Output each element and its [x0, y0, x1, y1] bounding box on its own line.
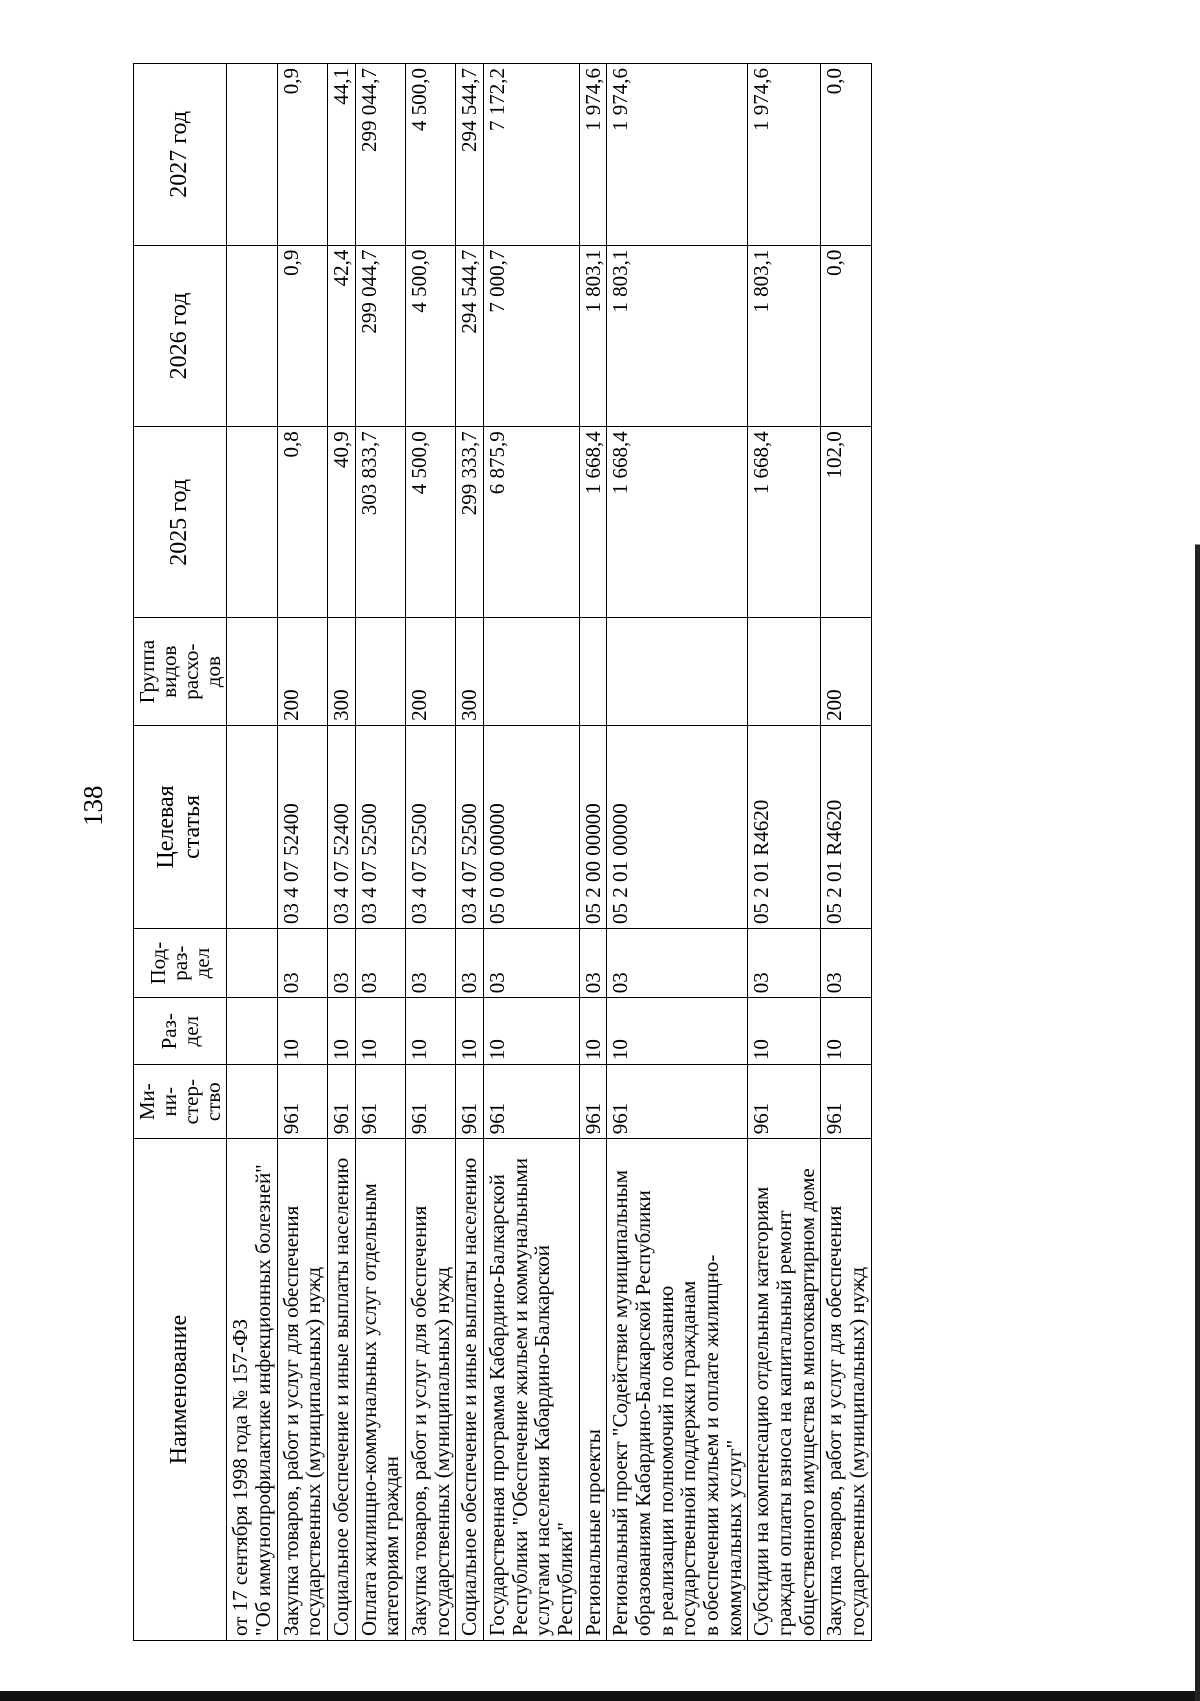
- cell-name: Социальное обеспечение и иные выплаты населению: [456, 1139, 484, 1641]
- cell-year-2027: 1 974,6: [579, 64, 607, 246]
- cell-year-2025: 1 668,4: [748, 427, 821, 618]
- cell-year-2026: 0,0: [821, 245, 871, 427]
- cell-year-2025: 299 333,7: [456, 427, 484, 618]
- cell-year-2026: 1 803,1: [607, 245, 748, 427]
- cell-name: Оплата жилищно-коммунальных услуг отдельным категориям граждан: [355, 1139, 405, 1641]
- cell-expense-group: [748, 618, 821, 726]
- cell-year-2025: 102,0: [821, 427, 871, 618]
- cell-year-2026: 0,9: [277, 245, 327, 427]
- cell-target-article: 05 2 01 R4620: [748, 725, 821, 928]
- cell-name: Государственная программа Кабардино-Балкарской Республики "Обеспечение жильем и коммунальными услугами населения Кабардино-Балкарской Республики": [483, 1139, 579, 1641]
- table-row: [405, 64, 455, 1641]
- cell-year-2026: 294 544,7: [456, 245, 484, 427]
- cell-subsection: 03: [821, 929, 871, 998]
- cell-target-article: [227, 725, 277, 928]
- cell-section: 10: [277, 998, 327, 1065]
- table-row: [277, 64, 327, 1641]
- cell-name: Региональные проекты: [579, 1139, 607, 1641]
- table-row: [456, 64, 484, 1641]
- cell-target-article: 03 4 07 52500: [456, 725, 484, 928]
- table-row: [355, 64, 405, 1641]
- cell-section: 10: [607, 998, 748, 1065]
- cell-name: Закупка товаров, работ и услуг для обеспечения государственных (муниципальных) нужд: [821, 1139, 871, 1641]
- cell-year-2025: 0,8: [277, 427, 327, 618]
- cell-year-2026: 1 803,1: [579, 245, 607, 427]
- header-target-article: Целевая статья: [134, 725, 227, 928]
- cell-subsection: 03: [483, 929, 579, 998]
- cell-section: 10: [405, 998, 455, 1065]
- table-row: [227, 64, 277, 1641]
- cell-name: Закупка товаров, работ и услуг для обеспечения государственных (муниципальных) нужд: [277, 1139, 327, 1641]
- cell-ministry: 961: [748, 1065, 821, 1139]
- page-number: 138: [78, 785, 108, 826]
- cell-ministry: 961: [821, 1065, 871, 1139]
- cell-target-article: 05 2 01 R4620: [821, 725, 871, 928]
- cell-target-article: 05 2 00 00000: [579, 725, 607, 928]
- cell-expense-group: [607, 618, 748, 726]
- cell-expense-group: 300: [327, 618, 355, 726]
- table-row: [821, 64, 871, 1641]
- cell-ministry: 961: [277, 1065, 327, 1139]
- budget-table: [133, 63, 872, 1641]
- cell-subsection: 03: [277, 929, 327, 998]
- header-year-2027: 2027 год: [134, 64, 227, 246]
- cell-ministry: 961: [456, 1065, 484, 1139]
- cell-target-article: 03 4 07 52500: [355, 725, 405, 928]
- table-row: [579, 64, 607, 1641]
- cell-year-2025: 4 500,0: [405, 427, 455, 618]
- cell-name: Субсидии на компенсацию отдельным категориям граждан оплаты взноса на капитальный ремонт общественного имущества в многоквартирном доме: [748, 1139, 821, 1641]
- cell-ministry: 961: [579, 1065, 607, 1139]
- cell-year-2026: 1 803,1: [748, 245, 821, 427]
- cell-target-article: 05 2 01 00000: [607, 725, 748, 928]
- cell-name: Социальное обеспечение и иные выплаты населению: [327, 1139, 355, 1641]
- cell-subsection: 03: [405, 929, 455, 998]
- cell-target-article: 03 4 07 52400: [277, 725, 327, 928]
- cell-year-2025: 1 668,4: [579, 427, 607, 618]
- cell-target-article: 05 0 00 00000: [483, 725, 579, 928]
- cell-expense-group: [355, 618, 405, 726]
- cell-subsection: 03: [327, 929, 355, 998]
- cell-year-2026: 299 044,7: [355, 245, 405, 427]
- cell-ministry: 961: [405, 1065, 455, 1139]
- cell-subsection: [227, 929, 277, 998]
- cell-subsection: 03: [579, 929, 607, 998]
- cell-section: 10: [327, 998, 355, 1065]
- cell-expense-group: 200: [821, 618, 871, 726]
- header-name: Наименование: [134, 1139, 227, 1641]
- cell-subsection: 03: [748, 929, 821, 998]
- cell-expense-group: [483, 618, 579, 726]
- table-body: [227, 64, 871, 1641]
- table-header-row: [134, 64, 227, 1641]
- cell-year-2025: 303 833,7: [355, 427, 405, 618]
- cell-ministry: 961: [327, 1065, 355, 1139]
- cell-year-2025: [227, 427, 277, 618]
- cell-section: 10: [748, 998, 821, 1065]
- cell-year-2027: 299 044,7: [355, 64, 405, 246]
- cell-ministry: 961: [607, 1065, 748, 1139]
- header-section: Раз- дел: [134, 998, 227, 1065]
- cell-target-article: 03 4 07 52400: [327, 725, 355, 928]
- cell-expense-group: [227, 618, 277, 726]
- scan-edge-right: [1195, 0, 1200, 1701]
- cell-year-2025: 40,9: [327, 427, 355, 618]
- cell-ministry: 961: [355, 1065, 405, 1139]
- cell-section: [227, 998, 277, 1065]
- table-row: [748, 64, 821, 1641]
- scan-edge-bottom: [0, 1691, 1200, 1701]
- header-year-2025: 2025 год: [134, 427, 227, 618]
- header-ministry: Ми- ни- стер- ство: [134, 1065, 227, 1139]
- table-row: [327, 64, 355, 1641]
- cell-subsection: 03: [355, 929, 405, 998]
- cell-year-2027: 44,1: [327, 64, 355, 246]
- cell-section: 10: [483, 998, 579, 1065]
- cell-subsection: 03: [607, 929, 748, 998]
- cell-section: 10: [579, 998, 607, 1065]
- cell-year-2026: [227, 245, 277, 427]
- header-year-2026: 2026 год: [134, 245, 227, 427]
- cell-expense-group: 200: [277, 618, 327, 726]
- cell-ministry: [227, 1065, 277, 1139]
- cell-year-2027: 7 172,2: [483, 64, 579, 246]
- cell-year-2027: [227, 64, 277, 246]
- cell-subsection: 03: [456, 929, 484, 998]
- cell-year-2027: 1 974,6: [607, 64, 748, 246]
- cell-section: 10: [821, 998, 871, 1065]
- cell-year-2026: 4 500,0: [405, 245, 455, 427]
- cell-year-2027: 1 974,6: [748, 64, 821, 246]
- table-row: [607, 64, 748, 1641]
- cell-expense-group: 200: [405, 618, 455, 726]
- cell-year-2027: 0,0: [821, 64, 871, 246]
- cell-year-2026: 7 000,7: [483, 245, 579, 427]
- cell-section: 10: [456, 998, 484, 1065]
- cell-name: Закупка товаров, работ и услуг для обеспечения государственных (муниципальных) нужд: [405, 1139, 455, 1641]
- cell-name: от 17 сентября 1998 года № 157-ФЗ "Об иммунопрофилактике инфекционных болезней": [227, 1139, 277, 1641]
- cell-year-2027: 294 544,7: [456, 64, 484, 246]
- cell-target-article: 03 4 07 52500: [405, 725, 455, 928]
- cell-year-2027: 4 500,0: [405, 64, 455, 246]
- cell-year-2027: 0,9: [277, 64, 327, 246]
- table-row: [483, 64, 579, 1641]
- cell-year-2025: 1 668,4: [607, 427, 748, 618]
- cell-name: Региональный проект "Содействие муниципальным образованиям Кабардино-Балкарской Республики в реализации полномочий по оказанию государственной поддержки гражданам в обеспечении жильем и оплате жилищно- коммунальных услуг": [607, 1139, 748, 1641]
- cell-expense-group: 300: [456, 618, 484, 726]
- cell-year-2025: 6 875,9: [483, 427, 579, 618]
- cell-year-2026: 42,4: [327, 245, 355, 427]
- cell-expense-group: [579, 618, 607, 726]
- cell-ministry: 961: [483, 1065, 579, 1139]
- header-subsection: Под- раз- дел: [134, 929, 227, 998]
- cell-section: 10: [355, 998, 405, 1065]
- header-expense-group: Группа видов расхо- дов: [134, 618, 227, 726]
